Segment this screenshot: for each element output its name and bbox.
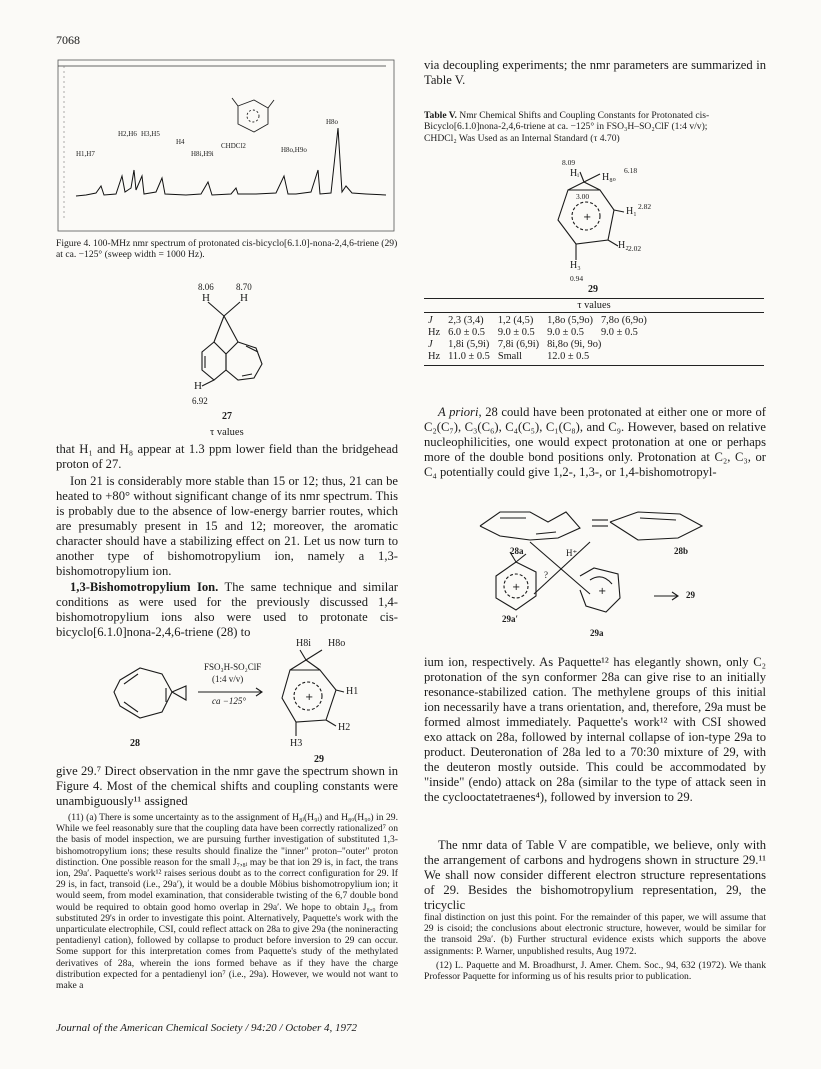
table-cell: Hz — [428, 327, 441, 338]
table-header: τ values — [577, 300, 611, 311]
table-row — [424, 315, 651, 327]
table-title: Table V. — [424, 110, 457, 121]
table-cell: 6.0 ± 0.5 — [448, 327, 485, 338]
peak-label: H1,H7 — [76, 150, 95, 158]
paragraph-text: , 28 could have been protonated at either one or more of C₂(C₇), C₃(C₆), C₄(C₅), C₁(C₈), and C₉. However, based on relative nucleophilicities, one would expect protonation at one or perhaps more of the double bond positions only. Protonation at C₂, C₃, or C₄ potentially could give 1,2-, 1,3-, or 1,4-bishomotropyl- — [424, 405, 766, 479]
left-paragraph-2: Ion 21 is considerably more stable than 15 or 12; thus, 21 can be heated to +80° without significant change of its nmr spectrum. This is probably due to the absence of low-energy barrier routes, which are presumably present in 15 and 12; moreover, the aromatic character should have a stabilizing effect on 21. Let us now turn to another type of bishomotropylium ion, namely a 1,3-bishomotropylium ion. — [56, 474, 398, 578]
footnote-12: (12) L. Paquette and M. Broadhurst, J. Amer. Chem. Soc., 94, 632 (1972). We thank Professor Paquette for informing us of his results prior to publication. — [424, 960, 766, 983]
structure-29-drawing — [540, 160, 650, 300]
peak-label: H8o,H9o — [281, 146, 307, 154]
compound-29a-prime-label: 29a′ — [502, 614, 519, 624]
table-caption-text: Nmr Chemical Shifts and Coupling Constants for Protonated cis-Bicyclo[6.1.0]nona-2,4,6-triene at ca. −125° in FSO₃H–SO₂ClF (1:4 v/v); CHDCl₂ Was Used as an Internal Standard (τ 4.70) — [424, 110, 710, 144]
h-label: H₂ — [618, 240, 629, 251]
figure-4 — [56, 58, 396, 233]
reaction-scheme — [100, 640, 390, 770]
table-cell: J — [428, 339, 433, 350]
svg-text:+: + — [598, 586, 607, 597]
compound-29-label: 29 — [588, 284, 598, 295]
compound-28-label: 28 — [130, 738, 140, 749]
svg-text:+: + — [512, 582, 521, 593]
peak-label: H8i,H9i — [191, 150, 214, 158]
italic-lead: A priori — [438, 405, 479, 419]
right-paragraph-3: The nmr data of Table V are compatible, we believe, only with the arrangement of carbons and hydrogens shown in structure 29.¹¹ We shall now consider different electron structure representations of 29. Besides the bishomotropylium representation, 29, the tricyclic — [424, 838, 766, 912]
h-atom: H — [202, 292, 210, 304]
right-paragraph-2: ium ion, respectively. As Paquette¹² has elegantly shown, only C₂ protonation of the syn conformer 28a can give rise to an initially resonance-stabilized cation. The methylene groups of this initial ion necessarily have a trans orientation, and, therefore, 29a must be formed almost immediately. Paquette's work¹² with CSI showed exo attack on 28a, followed by internal collapse of ion-type 29a to product. Deuteronation of 28a led to a 70:30 mixture of 29, with the deuteron mostly outside. This could be accommodated by "inside" (endo) attack on 28a (similar to the type of attack seen in the cyclooctatetraenes⁴), followed by inversion to 29. — [424, 655, 766, 804]
tau-value: 6.18 — [624, 166, 638, 175]
tau-value: 3.00 — [576, 192, 590, 201]
peak-label: H8o — [326, 118, 339, 126]
table-cell: 11.0 ± 0.5 — [448, 351, 490, 362]
left-paragraph-1: that H₁ and H₈ appear at 1.3 ppm lower field than the bridgehead proton of 27. — [56, 442, 398, 471]
section-heading: 1,3-Bishomotropylium Ion. — [70, 580, 219, 594]
compound-29-label: 29 — [686, 590, 695, 600]
h-label: H₈ₒ — [602, 172, 616, 183]
tau-value: 8.06 — [198, 282, 214, 292]
h-label: H8i — [296, 638, 311, 649]
reagent-ratio: (1:4 v/v) — [212, 674, 244, 684]
compound-27-label: 27 — [222, 411, 232, 422]
figure-4-caption: Figure 4. 100-MHz nmr spectrum of protonated cis-bicyclo[6.1.0]-nona-2,4,6-triene (29) at ca. −125° (sweep width = 1000 Hz). — [56, 238, 398, 261]
table-cell: 8i,8o (9i, 9o) — [547, 339, 602, 350]
h-label: H₃ — [570, 260, 581, 271]
compound-29-label: 29 — [314, 754, 324, 765]
table-row — [424, 327, 651, 339]
reagent: FSO₃H-SO₂ClF — [204, 662, 262, 672]
compound-29a-label: 29a — [590, 628, 604, 638]
tau-value: 2.02 — [628, 244, 642, 253]
h-label: H₁ — [626, 206, 637, 217]
peak-label: CHDCl2 — [221, 142, 246, 150]
left-paragraph-4: give 29.⁷ Direct observation in the nmr gave the spectrum shown in Figure 4. Most of the chemical shifts and coupling constants were unambiguously¹¹ assigned — [56, 764, 398, 808]
h-label: H1 — [346, 686, 359, 697]
page-number: 7068 — [56, 33, 80, 47]
svg-text:+: + — [305, 692, 314, 703]
table-rule-mid — [424, 312, 764, 313]
tau-value: 0.94 — [570, 274, 584, 283]
h-label: H8o — [328, 638, 346, 649]
tau-value: 8.70 — [236, 282, 252, 292]
question-mark: ? — [544, 570, 548, 580]
peak-label: H3,H5 — [141, 130, 160, 138]
tau-value: 8.09 — [562, 158, 576, 167]
table-body — [424, 315, 651, 363]
structure-27 — [180, 282, 290, 412]
right-paragraph-top: via decoupling experiments; the nmr parameters are summarized in Table V. — [424, 58, 766, 87]
compound-28a-label: 28a — [510, 546, 524, 556]
table-cell: Small — [497, 351, 523, 362]
table-5-caption — [424, 110, 734, 144]
table-cell: 1,8o (5,9o) — [547, 315, 593, 326]
table-cell: 7,8o (6,9o) — [600, 315, 647, 326]
table-cell: 9.0 ± 0.5 — [600, 327, 638, 338]
tau-value: 6.92 — [192, 396, 208, 406]
tau-values-caption: τ values — [210, 427, 244, 438]
right-paragraph-1 — [424, 405, 766, 480]
proton-label: H⁺ — [566, 548, 578, 558]
table-structure-29 — [540, 160, 650, 300]
table-cell: 9.0 ± 0.5 — [497, 327, 535, 338]
table-cell: 1,2 (4,5) — [497, 315, 534, 326]
protonation-scheme — [470, 498, 770, 648]
compound-28b-label: 28b — [674, 546, 689, 556]
scheme-drawing — [470, 498, 770, 648]
reaction-temp: ca −125° — [212, 696, 246, 706]
table-row — [424, 351, 651, 363]
table-row — [424, 339, 651, 351]
footnote-11: (11) (a) There is some uncertainty as to the assignment of H₈ᵢ(H₉ᵢ) and H₈ₒ(H₉ₒ) in 29. While we feel reasonably sure that the coupling data have been correctly rationalized⁷ on the basis of model inspection, we are pursuing further investigation of substituted 1,3-bishomotropylium ions; these results should finalize the "inner" proton–"outer" proton distinction. One possible reason for the small J₇,₈ᵢ may be that ion 29 is, in fact, the trans ion, 29a′. Paquette's work¹² raises serious doubt as to the correct configuration for 29. If 29 is, in fact, transoid (i.e., 29a′), it would be a double Möbius bishomotropylium ion; it would seem, from model examination, that considerable twisting of the 6,7 double bond would be required to obtain good homo overlap in 29a′. We hope to obtain J₈,₉ from substituted 29's in order to investigate this point. Alternatively, Paquette's work with the unparticulate electrophile, CSI, could reflect attack on 28a to give 29a (the nonineracting pentadienyl cation), followed by collapse to product before inversion to 29 can occur. Some support for this interpretation comes from Paquette's study of the methylated derivatives of 28a, wherein the ions formed behave as if they have the charge distribution expected for a pentadienyl ion⁷ (i.e., 29a). However, we would not want to make a — [56, 812, 398, 992]
table-cell: 1,8i (5,9i) — [448, 339, 490, 350]
h-atom: H — [194, 380, 202, 392]
table-cell: 7,8i (6,9i) — [497, 339, 540, 350]
h-label: H2 — [338, 722, 351, 733]
tau-value: 2.82 — [638, 202, 652, 211]
h-atom: H — [240, 292, 248, 304]
table-cell: 12.0 ± 0.5 — [547, 351, 590, 362]
left-paragraph-3 — [56, 580, 398, 640]
table-cell: J — [428, 315, 433, 326]
table-rule-bottom — [424, 365, 764, 366]
table-5 — [424, 298, 764, 366]
h-label: H3 — [290, 738, 303, 749]
peak-label: H2,H6 — [118, 130, 137, 138]
h-label: Hᵢ — [570, 168, 579, 179]
structure-27-drawing — [180, 282, 290, 412]
peak-label: H4 — [176, 138, 185, 146]
journal-footer: Journal of the American Chemical Society / 94:20 / October 4, 1972 — [56, 1022, 358, 1034]
paragraph-text: The same technique and similar conditions as were used for the previously discussed 1,4-bishomotropylium ions also were used to protonate cis-bicyclo[6.1.0]nona-2,4,6-triene (28) to — [56, 580, 398, 639]
table-cell: Hz — [428, 351, 441, 362]
table-cell: 2,3 (3,4) — [448, 315, 484, 326]
svg-text:+: + — [583, 212, 592, 223]
table-cell: 9.0 ± 0.5 — [547, 327, 584, 338]
footnote-continued: final distinction on just this point. For the remainder of this paper, we will assume that 29 is cisoid; the conclusions about electronic structure, however, would be similar for the transoid 29a′. (b) Further structural evidence exists which supports the above assignments: P. Warner, unpublished results, Aug 1972. — [424, 912, 766, 957]
